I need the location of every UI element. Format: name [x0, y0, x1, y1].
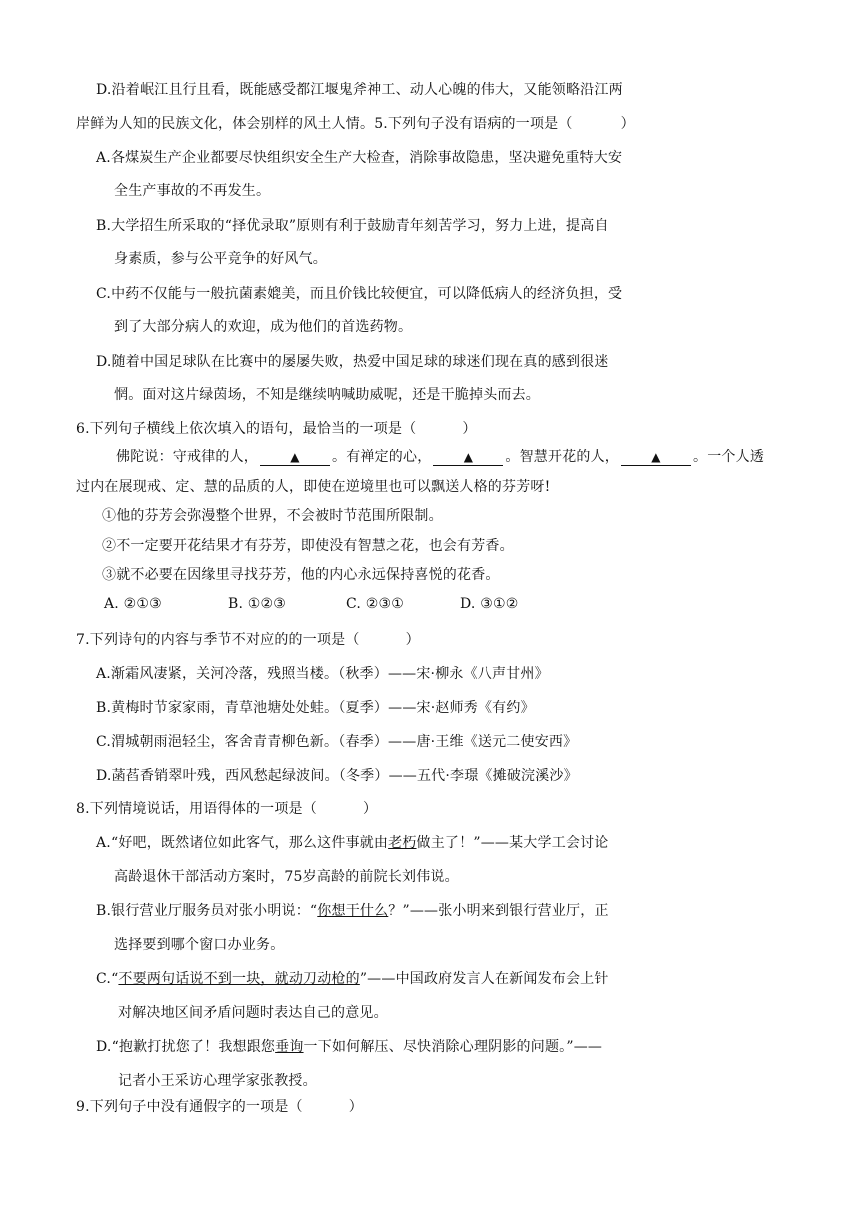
- q5-option-d-line2: 惘。面对这片绿茵场，不知是继续呐喊助威呢，还是干脆掉头而去。: [114, 387, 540, 403]
- q8-option-d-underlined: 垂询: [275, 1039, 304, 1055]
- blank-triangle-icon: ▲: [290, 450, 300, 464]
- q6-stem-text: 6.下列句子横线上依次填入的语句，最恰当的一项是（: [76, 421, 417, 437]
- q5-option-a-line1: A.各煤炭生产企业都要尽快组织安全生产大检查，消除事故隐患，坚决避免重特大安: [96, 150, 623, 166]
- q6-passage-seg1: 佛陀说：守戒律的人，: [116, 449, 258, 465]
- q8-option-a-text2: 做主了！”——某大学工会讨论: [416, 835, 609, 851]
- q7-stem-close: ）: [405, 632, 420, 648]
- q8-option-b-underlined: 你想干什么: [317, 903, 389, 919]
- q5-option-b-line1: B.大学招生所采取的“择优录取”原则有利于鼓励青年刻苦学习，努力上进，提高自: [96, 218, 609, 234]
- q6-sentence-2: ②不一定要开花结果才有芬芳，即使没有智慧之花，也会有芳香。: [102, 538, 514, 554]
- q8-stem-text: 8.下列情境说话，用语得体的一项是（: [76, 801, 317, 817]
- q6-blank-1: [260, 449, 330, 466]
- q5-stem: [76, 114, 635, 134]
- q6-passage-line1: [116, 447, 764, 467]
- q6-blank-3: [621, 449, 691, 466]
- q6-option-d: D. ③①②: [460, 596, 519, 612]
- q8-option-c-line2: 对解决地区间矛盾问题时表达自己的意见。: [118, 1005, 388, 1021]
- q8-stem: [76, 799, 377, 819]
- q5-option-c-line1: C.中药不仅能与一般抗菌素媲美，而且价钱比较便宜，可以降低病人的经济负担，受: [96, 286, 623, 302]
- q7-option-b: B.黄梅时节家家雨，青草池塘处处蛙。（夏季）——宋·赵师秀《有约》: [96, 700, 535, 716]
- q6-options: [104, 594, 518, 614]
- q8-option-d-line2: 记者小王采访心理学家张教授。: [118, 1073, 317, 1089]
- q9-stem-text: 9.下列句子中没有通假字的一项是（: [76, 1099, 303, 1115]
- q8-option-a-line1: [96, 833, 609, 853]
- q6-passage-line2: 过内在展现戒、定、慧的品质的人，即使在逆境里也可以飘送人格的芬芳呀!: [76, 479, 551, 495]
- q8-option-d-line1: [96, 1037, 602, 1057]
- q7-stem: [76, 630, 420, 650]
- q8-option-c-text1: C.“: [96, 971, 119, 987]
- q8-option-c-text2: ”——中国政府发言人在新闻发布会上针: [359, 971, 609, 987]
- q7-option-d: D.菡萏香销翠叶残，西风愁起绿波间。（冬季）——五代·李璟《摊破浣溪沙》: [96, 768, 578, 784]
- q6-stem-close: ）: [462, 421, 477, 437]
- q8-option-c-underlined: 不要两句话说不到一块，就动刀动枪的: [118, 971, 360, 987]
- q6-blank-2: [433, 449, 503, 466]
- q6-option-c: C. ②③①: [346, 596, 404, 612]
- q6-passage-seg4: 。一个人透: [693, 449, 765, 465]
- q8-option-b-line2: 选择要到哪个窗口办业务。: [114, 937, 285, 953]
- q5-option-a-line2: 全生产事故的不再发生。: [114, 183, 271, 199]
- q5-option-b-line2: 身素质，参与公平竞争的好风气。: [114, 251, 327, 267]
- q7-option-a: A.渐霜风凄紧，关河冷落，残照当楼。（秋季）——宋·柳永《八声甘州》: [96, 666, 549, 682]
- q8-option-b-text2: ？”——张小明来到银行营业厅，正: [388, 903, 609, 919]
- q8-option-d-text2: 一下如何解压、尽快消除心理阴影的问题。”——: [303, 1039, 603, 1055]
- q6-option-a: A. ②①③: [104, 596, 162, 612]
- q4-option-d-line1: D.沿着岷江且行且看，既能感受都江堰鬼斧神工、动人心魄的伟大，又能领略沿江两: [96, 82, 623, 98]
- q8-option-a-underlined: 老朽: [388, 835, 417, 851]
- q5-stem-close: ）: [620, 116, 635, 132]
- q7-stem-text: 7.下列诗句的内容与季节不对应的的一项是（: [76, 632, 360, 648]
- q6-option-b: B. ①②③: [228, 596, 287, 612]
- q8-option-a-text1: A.“好吧，既然诸位如此客气，那么这件事就由: [96, 835, 389, 851]
- q8-option-b-text1: B.银行营业厅服务员对张小明说：“: [96, 903, 318, 919]
- q8-stem-close: ）: [362, 801, 378, 817]
- q8-option-a-line2: 高龄退休干部活动方案时，75岁高龄的前院长刘伟说。: [114, 869, 459, 885]
- q7-option-c: C.渭城朝雨浥轻尘，客舍青青柳色新。（春季）——唐·王维《送元二使安西》: [96, 734, 578, 750]
- blank-triangle-icon: ▲: [463, 450, 474, 464]
- q5-stem-text: 岸鲜为人知的民族文化，体会别样的风土人情。5.下列句子没有语病的一项是（: [76, 116, 573, 132]
- blank-triangle-icon: ▲: [651, 450, 661, 464]
- q9-stem: [76, 1097, 363, 1117]
- q8-option-b-line1: [96, 901, 609, 921]
- q6-stem: [76, 419, 477, 439]
- q9-stem-close: ）: [348, 1099, 363, 1115]
- q6-sentence-3: ③就不必要在因缘里寻找芬芳，他的内心永远保持喜悦的花香。: [102, 567, 500, 583]
- q6-passage-seg3: 。智慧开花的人，: [505, 449, 620, 465]
- q6-sentence-1: ①他的芬芳会弥漫整个世界，不会被时节范围所限制。: [102, 508, 443, 524]
- q5-option-c-line2: 到了大部分病人的欢迎，成为他们的首选药物。: [114, 319, 413, 335]
- q8-option-c-line1: [96, 969, 609, 989]
- q8-option-d-text1: D.“抱歉打扰您了！我想跟您: [96, 1039, 276, 1055]
- q5-option-d-line1: D.随着中国足球队在比赛中的屡屡失败，热爱中国足球的球迷们现在真的感到很迷: [96, 354, 609, 370]
- q6-passage-seg2: 。有禅定的心，: [332, 449, 432, 465]
